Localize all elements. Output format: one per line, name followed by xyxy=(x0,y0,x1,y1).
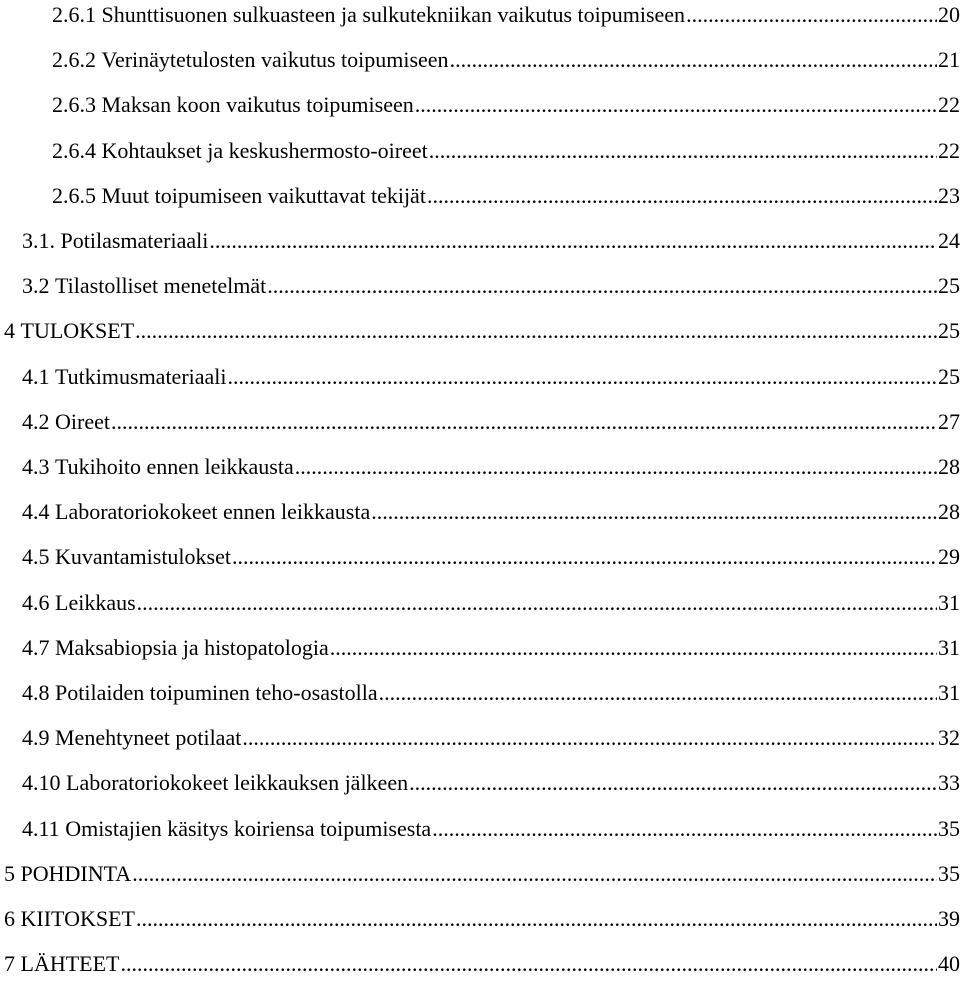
toc-entry-number: 4 xyxy=(4,318,15,343)
toc-entry-2-6-1[interactable] xyxy=(52,0,960,30)
toc-dot-leader xyxy=(209,226,937,256)
toc-entry-title: Tukihoito ennen leikkausta xyxy=(55,454,294,479)
toc-entry-number: 6 xyxy=(4,906,15,931)
toc-entry-title: Potilaiden toipuminen teho-osastolla xyxy=(55,680,378,705)
toc-entry-number: 7 xyxy=(4,951,15,976)
toc-dot-leader xyxy=(137,588,937,618)
toc-dot-leader xyxy=(429,136,937,166)
toc-entry-4-2[interactable] xyxy=(22,407,960,437)
toc-entry-7[interactable] xyxy=(4,949,960,979)
toc-entry-number: 4.1 xyxy=(22,364,50,389)
toc-entry-title: Verinäytetulosten vaikutus toipumiseen xyxy=(101,47,449,72)
toc-entry-3-1[interactable] xyxy=(22,226,960,256)
toc-entry-4-3[interactable] xyxy=(22,452,960,482)
toc-entry-title: Muut toipumiseen vaikuttavat tekijät xyxy=(101,183,426,208)
toc-entry-2-6-3[interactable] xyxy=(52,90,960,120)
toc-entry-page: 32 xyxy=(938,725,960,750)
toc-entry-number: 4.10 xyxy=(22,770,61,795)
toc-entry-number: 3.1. xyxy=(22,228,55,253)
toc-entry-4-9[interactable] xyxy=(22,723,960,753)
toc-entry-number: 4.4 xyxy=(22,499,50,524)
toc-entry-2-6-2[interactable] xyxy=(52,45,960,75)
toc-dot-leader xyxy=(409,768,937,798)
toc-dot-leader xyxy=(415,90,937,120)
toc-entry-title: Oireet xyxy=(55,409,110,434)
toc-entry-title: Menehtyneet potilaat xyxy=(55,725,242,750)
toc-entry-page: 20 xyxy=(938,2,960,27)
toc-entry-number: 2.6.2 xyxy=(52,47,96,72)
toc-entry-number: 4.2 xyxy=(22,409,50,434)
toc-dot-leader xyxy=(379,678,937,708)
toc-entry-number: 4.11 xyxy=(22,816,60,841)
toc-dot-leader xyxy=(136,904,937,934)
toc-dot-leader xyxy=(295,452,937,482)
toc-entry-title: Maksabiopsia ja histopatologia xyxy=(55,635,329,660)
toc-dot-leader xyxy=(120,949,937,979)
toc-entry-page: 25 xyxy=(938,318,960,343)
toc-dot-leader xyxy=(242,723,937,753)
toc-entry-title: Laboratoriokokeet ennen leikkausta xyxy=(55,499,371,524)
toc-entry-page: 24 xyxy=(938,228,960,253)
toc-entry-page: 31 xyxy=(938,590,960,615)
toc-entry-number: 4.6 xyxy=(22,590,50,615)
toc-dot-leader xyxy=(267,271,937,301)
toc-entry-number: 4.8 xyxy=(22,680,50,705)
toc-entry-number: 4.3 xyxy=(22,454,50,479)
toc-entry-page: 27 xyxy=(938,409,960,434)
toc-entry-page: 39 xyxy=(938,906,960,931)
toc-dot-leader xyxy=(686,0,937,30)
toc-entry-page: 28 xyxy=(938,499,960,524)
toc-entry-page: 28 xyxy=(938,454,960,479)
toc-entry-page: 35 xyxy=(938,861,960,886)
toc-dot-leader xyxy=(132,859,937,889)
toc-entry-number: 4.9 xyxy=(22,725,50,750)
toc-dot-leader xyxy=(450,45,937,75)
toc-entry-page: 22 xyxy=(938,92,960,117)
toc-entry-4-4[interactable] xyxy=(22,497,960,527)
toc-entry-page: 33 xyxy=(938,770,960,795)
toc-dot-leader xyxy=(427,181,937,211)
toc-entry-page: 25 xyxy=(938,273,960,298)
toc-entry-5[interactable] xyxy=(4,859,960,889)
toc-entry-number: 3.2 xyxy=(22,273,50,298)
toc-entry-title: Laboratoriokokeet leikkauksen jälkeen xyxy=(66,770,409,795)
toc-entry-number: 4.5 xyxy=(22,544,50,569)
toc-entry-page: 21 xyxy=(938,47,960,72)
toc-entry-number: 2.6.4 xyxy=(52,138,96,163)
toc-entry-4-11[interactable] xyxy=(22,814,960,844)
toc-entry-4-6[interactable] xyxy=(22,588,960,618)
toc-entry-title: Shunttisuonen sulkuasteen ja sulkutekniikan vaikutus toipumiseen xyxy=(101,2,686,27)
toc-entry-title: KIITOKSET xyxy=(20,906,135,931)
toc-entry-title: Potilasmateriaali xyxy=(60,228,209,253)
toc-entry-page: 23 xyxy=(938,183,960,208)
toc-entry-6[interactable] xyxy=(4,904,960,934)
toc-dot-leader xyxy=(432,814,937,844)
toc-dot-leader xyxy=(232,542,937,572)
toc-entry-page: 31 xyxy=(938,680,960,705)
toc-entry-title: POHDINTA xyxy=(20,861,132,886)
toc-entry-title: LÄHTEET xyxy=(20,951,120,976)
toc-entry-title: TULOKSET xyxy=(20,318,135,343)
toc-entry-number: 2.6.1 xyxy=(52,2,96,27)
toc-entry-page: 31 xyxy=(938,635,960,660)
toc-entry-title: Tutkimusmateriaali xyxy=(55,364,227,389)
toc-entry-title: Kohtaukset ja keskushermosto-oireet xyxy=(101,138,428,163)
toc-entry-page: 40 xyxy=(938,951,960,976)
toc-entry-page: 35 xyxy=(938,816,960,841)
toc-dot-leader xyxy=(111,407,937,437)
toc-entry-2-6-5[interactable] xyxy=(52,181,960,211)
toc-entry-4-5[interactable] xyxy=(22,542,960,572)
toc-entry-page: 22 xyxy=(938,138,960,163)
toc-entry-number: 2.6.3 xyxy=(52,92,96,117)
toc-entry-4-1[interactable] xyxy=(22,362,960,392)
toc-entry-number: 4.7 xyxy=(22,635,50,660)
toc-entry-page: 25 xyxy=(938,364,960,389)
toc-entry-number: 5 xyxy=(4,861,15,886)
toc-entry-number: 2.6.5 xyxy=(52,183,96,208)
toc-dot-leader xyxy=(228,362,937,392)
toc-entry-title: Omistajien käsitys koiriensa toipumisesta xyxy=(65,816,432,841)
toc-entry-title: Kuvantamistulokset xyxy=(55,544,231,569)
toc-entry-2-6-4[interactable] xyxy=(52,136,960,166)
toc-entry-title: Maksan koon vaikutus toipumiseen xyxy=(101,92,414,117)
toc-dot-leader xyxy=(135,316,937,346)
toc-dot-leader xyxy=(371,497,937,527)
toc-entry-4-7[interactable] xyxy=(22,633,960,663)
toc-entry-3-2[interactable] xyxy=(22,271,960,301)
toc-entry-title: Tilastolliset menetelmät xyxy=(55,273,267,298)
toc-entry-title: Leikkaus xyxy=(55,590,136,615)
toc-entry-4-10[interactable] xyxy=(22,768,960,798)
toc-entry-page: 29 xyxy=(938,544,960,569)
toc-entry-4[interactable] xyxy=(4,316,960,346)
toc-entry-4-8[interactable] xyxy=(22,678,960,708)
toc-dot-leader xyxy=(330,633,937,663)
